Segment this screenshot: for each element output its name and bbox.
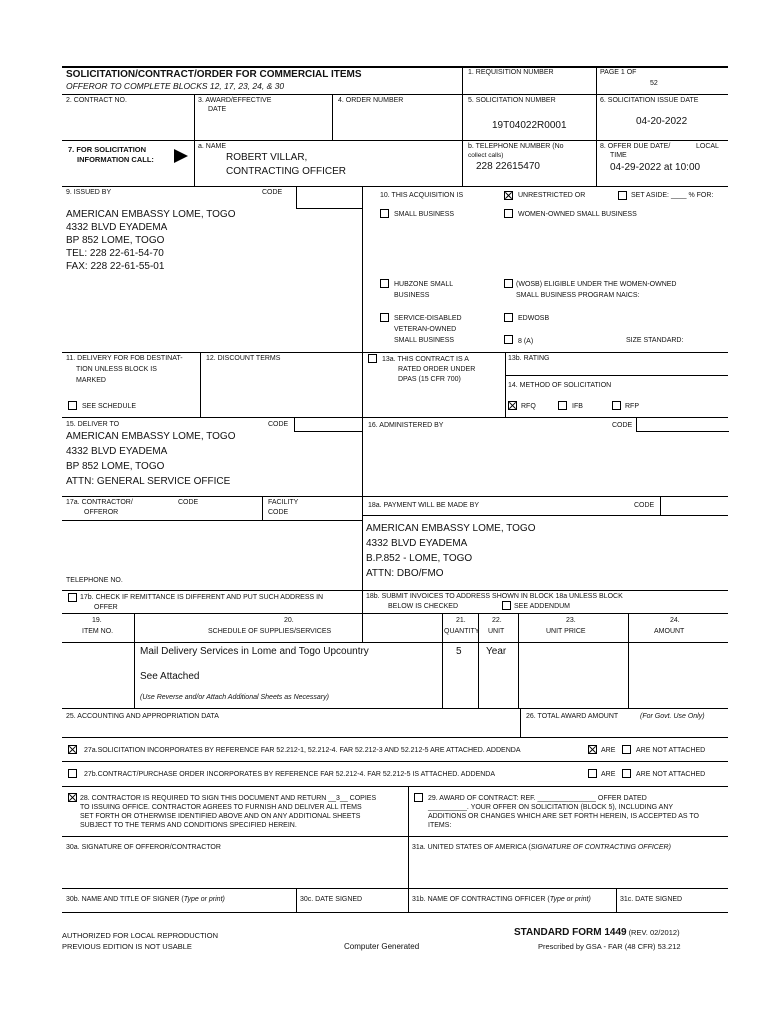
for-info-label-2: INFORMATION CALL: <box>77 155 154 164</box>
payment-line: 4332 BLVD EYADEMA <box>366 538 468 549</box>
deliver-to-line: AMERICAN EMBASSY LOME, TOGO <box>66 431 236 442</box>
footer-reproduction: AUTHORIZED FOR LOCAL REPRODUCTION <box>62 931 218 940</box>
discount-terms-label: 12. DISCOUNT TERMS <box>206 355 281 362</box>
col24-num: 24. <box>670 617 680 624</box>
telephone-label: b. TELEPHONE NUMBER (No <box>468 143 564 150</box>
payment-line: B.P.852 - LOME, TOGO <box>366 553 473 564</box>
wosb-eligible-label-2: SMALL BUSINESS PROGRAM NAICS: <box>516 292 640 299</box>
sdvosb-label-2: VETERAN-OWNED <box>394 326 457 333</box>
form-subtitle: OFFEROR TO COMPLETE BLOCKS 12, 17, 23, 24, & 30 <box>66 81 285 91</box>
col19-num: 19. <box>92 617 102 624</box>
col20-num: 20. <box>284 617 294 624</box>
col22-num: 22. <box>492 617 502 624</box>
deliver-to-line: ATTN: GENERAL SERVICE OFFICE <box>66 476 231 487</box>
requisition-number-label: 1. REQUISITION NUMBER <box>468 69 554 76</box>
telephone-value[interactable]: 228 22615470 <box>476 161 540 172</box>
contractor-label-2: OFFEROR <box>84 509 119 516</box>
rfq-label: RFQ <box>521 403 536 410</box>
c27a-are-not-checkbox[interactable] <box>622 745 631 754</box>
total-award-note: (For Govt. Use Only) <box>640 713 705 720</box>
page-total: 52 <box>650 80 658 87</box>
solicitation-number-label: 5. SOLICITATION NUMBER <box>468 97 556 104</box>
set-aside-checkbox[interactable] <box>618 191 627 200</box>
wosb-checkbox[interactable] <box>504 209 513 218</box>
c27a-checkbox[interactable] <box>68 745 77 754</box>
c27a-are-label: ARE <box>601 747 616 754</box>
addendum-checkbox[interactable] <box>502 601 511 610</box>
size-standard-label: SIZE STANDARD: <box>626 337 684 344</box>
sdvosb-checkbox[interactable] <box>380 313 389 322</box>
edwosb-label: EDWOSB <box>518 315 550 322</box>
wosb-eligible-checkbox[interactable] <box>504 279 513 288</box>
c28-label: 28. CONTRACTOR IS REQUIRED TO SIGN THIS DOCUMENT AND RETURN __3__ COPIES <box>80 795 377 802</box>
hubzone-label-2: BUSINESS <box>394 292 430 299</box>
delivery-fob-label-2: TION UNLESS BLOCK IS <box>76 366 157 373</box>
small-business-label: SMALL BUSINESS <box>394 211 455 218</box>
page-of-label: PAGE 1 OF <box>600 69 637 76</box>
administered-by-code-field[interactable] <box>636 417 729 432</box>
delivery-fob-label-3: MARKED <box>76 377 106 384</box>
item-quantity[interactable]: 5 <box>456 646 462 657</box>
accounting-label: 25. ACCOUNTING AND APPROPRIATION DATA <box>66 713 219 720</box>
telephone-no-label: TELEPHONE NO. <box>66 577 123 584</box>
contact-name-value[interactable]: ROBERT VILLAR, <box>226 152 308 163</box>
rated-order-checkbox[interactable] <box>368 354 377 363</box>
solicitation-number-value[interactable]: 19T04022R0001 <box>492 120 567 131</box>
facility-code-label: CODE <box>268 509 289 516</box>
deliver-to-line: BP 852 LOME, TOGO <box>66 461 165 472</box>
administered-by-label: 16. ADMINISTERED BY <box>368 422 444 429</box>
wosb-eligible-label: (WOSB) ELIGIBLE UNDER THE WOMEN-OWNED <box>516 281 677 288</box>
c29-label-3: ADDITIONS OR CHANGES WHICH ARE SET FORTH HEREIN, IS ACCEPTED AS TO <box>428 813 699 820</box>
c28-label-4: SUBJECT TO THE TERMS AND CONDITIONS SPECIFIED HEREIN. <box>80 822 297 829</box>
sdvosb-label: SERVICE-DISABLED <box>394 315 462 322</box>
c29-label-2: __________. YOUR OFFER ON SOLICITATION (BLOCK 5), INCLUDING ANY <box>428 804 674 811</box>
delivery-fob-label: 11. DELIVERY FOR FOB DESTINAT- <box>66 355 183 362</box>
item-no-header: ITEM NO. <box>82 628 114 635</box>
sdvosb-label-3: SMALL BUSINESS <box>394 337 455 344</box>
see-schedule-label: SEE SCHEDULE <box>82 403 137 410</box>
issued-by-code-label: CODE <box>262 189 283 196</box>
signature-31a-field[interactable] <box>408 854 728 888</box>
rfp-checkbox[interactable] <box>612 401 621 410</box>
c27b-are-checkbox[interactable] <box>588 769 597 778</box>
item-description[interactable]: Mail Delivery Services in Lome and Togo Upcountry <box>140 646 369 657</box>
form-title: SOLICITATION/CONTRACT/ORDER FOR COMMERCIAL ITEMS <box>66 69 362 80</box>
name-31b-label: 31b. NAME OF CONTRACTING OFFICER (Type or print) <box>412 896 591 903</box>
ifb-checkbox[interactable] <box>558 401 567 410</box>
issued-by-label: 9. ISSUED BY <box>66 189 112 196</box>
c27b-are-not-label: ARE NOT ATTACHED <box>636 771 706 778</box>
remittance-label-2: OFFER <box>94 604 118 611</box>
rated-order-label-2: RATED ORDER UNDER <box>398 366 476 373</box>
c29-label-4: ITEMS: <box>428 822 452 829</box>
c28-label-3: SET FORTH OR OTHERWISE IDENTIFIED ABOVE AND ON ANY ADDITIONAL SHEETS <box>80 813 361 820</box>
telephone-label-2: collect calls) <box>468 152 504 159</box>
signature-30a-field[interactable] <box>62 854 408 888</box>
total-award-label: 26. TOTAL AWARD AMOUNT <box>526 713 619 720</box>
rfq-checkbox[interactable] <box>508 401 517 410</box>
issued-by-line: BP 852 LOME, TOGO <box>66 235 165 246</box>
issued-by-line: FAX: 228 22-61-55-01 <box>66 261 165 272</box>
footer-form-id: STANDARD FORM 1449 (REV. 02/2012) <box>514 927 680 938</box>
eight-a-label: 8 (A) <box>518 338 534 345</box>
date-30c-label: 30c. DATE SIGNED <box>300 896 363 903</box>
unit-price-header: UNIT PRICE <box>546 628 586 635</box>
c27a-are-not-label: ARE NOT ATTACHED <box>636 747 706 754</box>
for-info-label: 7. FOR SOLICITATION <box>68 145 147 154</box>
payment-code-label: CODE <box>634 502 655 509</box>
issue-date-label: 6. SOLICITATION ISSUE DATE <box>600 97 699 104</box>
wosb-label: WOMEN-OWNED SMALL BUSINESS <box>518 211 637 218</box>
c27b-label: 27b.CONTRACT/PURCHASE ORDER INCORPORATES BY REFERENCE FAR 52.212-4. FAR 52.212-5 IS ATTACHED. ADDENDA <box>84 771 496 778</box>
payment-line: ATTN: DBO/FMO <box>366 568 444 579</box>
deliver-to-line: 4332 BLVD EYADEMA <box>66 446 168 457</box>
eight-a-checkbox[interactable] <box>504 335 513 344</box>
footer-previous-edition: PREVIOUS EDITION IS NOT USABLE <box>62 942 192 951</box>
payment-line: AMERICAN EMBASSY LOME, TOGO <box>366 523 536 534</box>
offer-due-value[interactable]: 04-29-2022 at 10:00 <box>610 162 701 173</box>
administered-by-code-label: CODE <box>612 422 633 429</box>
see-schedule-checkbox[interactable] <box>68 401 77 410</box>
contact-name-label: a. NAME <box>198 143 227 150</box>
award-date-label: 3. AWARD/EFFECTIVE <box>198 97 272 104</box>
contact-title-value[interactable]: CONTRACTING OFFICER <box>226 166 346 177</box>
rated-order-label: 13a. THIS CONTRACT IS A <box>382 356 469 363</box>
col21-num: 21. <box>456 617 466 624</box>
footer-prescribed: Prescribed by GSA - FAR (48 CFR) 53.212 <box>538 942 681 951</box>
c27b-checkbox[interactable] <box>68 769 77 778</box>
col23-num: 23. <box>566 617 576 624</box>
edwosb-checkbox[interactable] <box>504 313 513 322</box>
contractor-label: 17a. CONTRACTOR/ <box>66 499 133 506</box>
deliver-to-code-label: CODE <box>268 421 289 428</box>
order-number-label: 4. ORDER NUMBER <box>338 97 404 104</box>
offer-due-label: 8. OFFER DUE DATE/ <box>600 143 671 150</box>
offer-due-local-label: LOCAL <box>696 143 719 150</box>
deliver-to-label: 15. DELIVER TO <box>66 421 120 428</box>
issued-by-line: TEL: 228 22-61-54-70 <box>66 248 164 259</box>
hubzone-checkbox[interactable] <box>380 279 389 288</box>
ifb-label: IFB <box>572 403 583 410</box>
item-note: See Attached <box>140 671 200 682</box>
footer-computer-generated: Computer Generated <box>344 942 420 951</box>
rfp-label: RFP <box>625 403 639 410</box>
addendum-label: SEE ADDENDUM <box>514 603 571 610</box>
award-date-label-2: DATE <box>208 106 227 113</box>
set-aside-label: SET ASIDE: ____ % FOR: <box>631 192 714 199</box>
signature-31a-label: 31a. UNITED STATES OF AMERICA (SIGNATURE OF CONTRACTING OFFICER) <box>412 844 671 851</box>
small-business-checkbox[interactable] <box>380 209 389 218</box>
issued-by-line: 4332 BLVD EYADEMA <box>66 222 168 233</box>
c28-checkbox[interactable] <box>68 793 77 802</box>
contractor-code-label: CODE <box>178 499 199 506</box>
issued-by-line: AMERICAN EMBASSY LOME, TOGO <box>66 209 236 220</box>
remittance-checkbox[interactable] <box>68 593 77 602</box>
reverse-note: (Use Reverse and/or Attach Additional Sheets as Necessary) <box>140 694 329 701</box>
c29-label: 29. AWARD OF CONTRACT: REF. _______________ OFFER DATED <box>428 795 647 802</box>
rating-label: 13b. RATING <box>508 355 550 362</box>
submit-invoices-label-2: BELOW IS CHECKED <box>388 603 459 610</box>
c27a-label: 27a.SOLICITATION INCORPORATES BY REFERENCE FAR 52.212-1, 52.212-4. FAR 52.212-3 AND 52.212-5 ARE ATTACHED. ADDENDA <box>84 747 521 754</box>
facility-label: FACILITY <box>268 499 299 506</box>
unrestricted-checkbox[interactable] <box>504 191 513 200</box>
c27a-are-checkbox[interactable] <box>588 745 597 754</box>
c29-checkbox[interactable] <box>414 793 423 802</box>
deliver-to-code-field[interactable] <box>294 417 363 432</box>
rated-order-label-3: DPAS (15 CFR 700) <box>398 376 461 383</box>
amount-header: AMOUNT <box>654 628 685 635</box>
quantity-header: QUANTITY <box>444 628 480 635</box>
hubzone-label: HUBZONE SMALL <box>394 281 454 288</box>
c27b-are-not-checkbox[interactable] <box>622 769 631 778</box>
sf1449-form <box>62 66 728 958</box>
arrow-right-icon <box>174 149 188 163</box>
date-31c-label: 31c. DATE SIGNED <box>620 896 683 903</box>
method-label: 14. METHOD OF SOLICITATION <box>508 382 612 389</box>
schedule-header: SCHEDULE OF SUPPLIES/SERVICES <box>208 628 332 635</box>
offer-due-time-label: TIME <box>610 152 627 159</box>
item-unit[interactable]: Year <box>486 646 507 657</box>
c28-label-2: TO ISSUING OFFICE. CONTRACTOR AGREES TO FURNISH AND DELIVER ALL ITEMS <box>80 804 362 811</box>
payment-label: 18a. PAYMENT WILL BE MADE BY <box>368 502 479 509</box>
issue-date-value[interactable]: 04-20-2022 <box>636 116 688 127</box>
remittance-label: 17b. CHECK IF REMITTANCE IS DIFFERENT AND PUT SUCH ADDRESS IN <box>80 594 324 601</box>
signature-30a-label: 30a. SIGNATURE OF OFFEROR/CONTRACTOR <box>66 844 221 851</box>
contract-no-label: 2. CONTRACT NO. <box>66 97 127 104</box>
c27b-are-label: ARE <box>601 771 616 778</box>
unit-header: UNIT <box>488 628 505 635</box>
issued-by-code-field[interactable] <box>296 186 363 209</box>
unrestricted-label: UNRESTRICTED OR <box>518 192 586 199</box>
acquisition-label: 10. THIS ACQUISITION IS <box>380 192 464 199</box>
name-30b-label: 30b. NAME AND TITLE OF SIGNER (Type or print) <box>66 896 225 903</box>
submit-invoices-label: 18b. SUBMIT INVOICES TO ADDRESS SHOWN IN BLOCK 18a UNLESS BLOCK <box>366 593 623 600</box>
